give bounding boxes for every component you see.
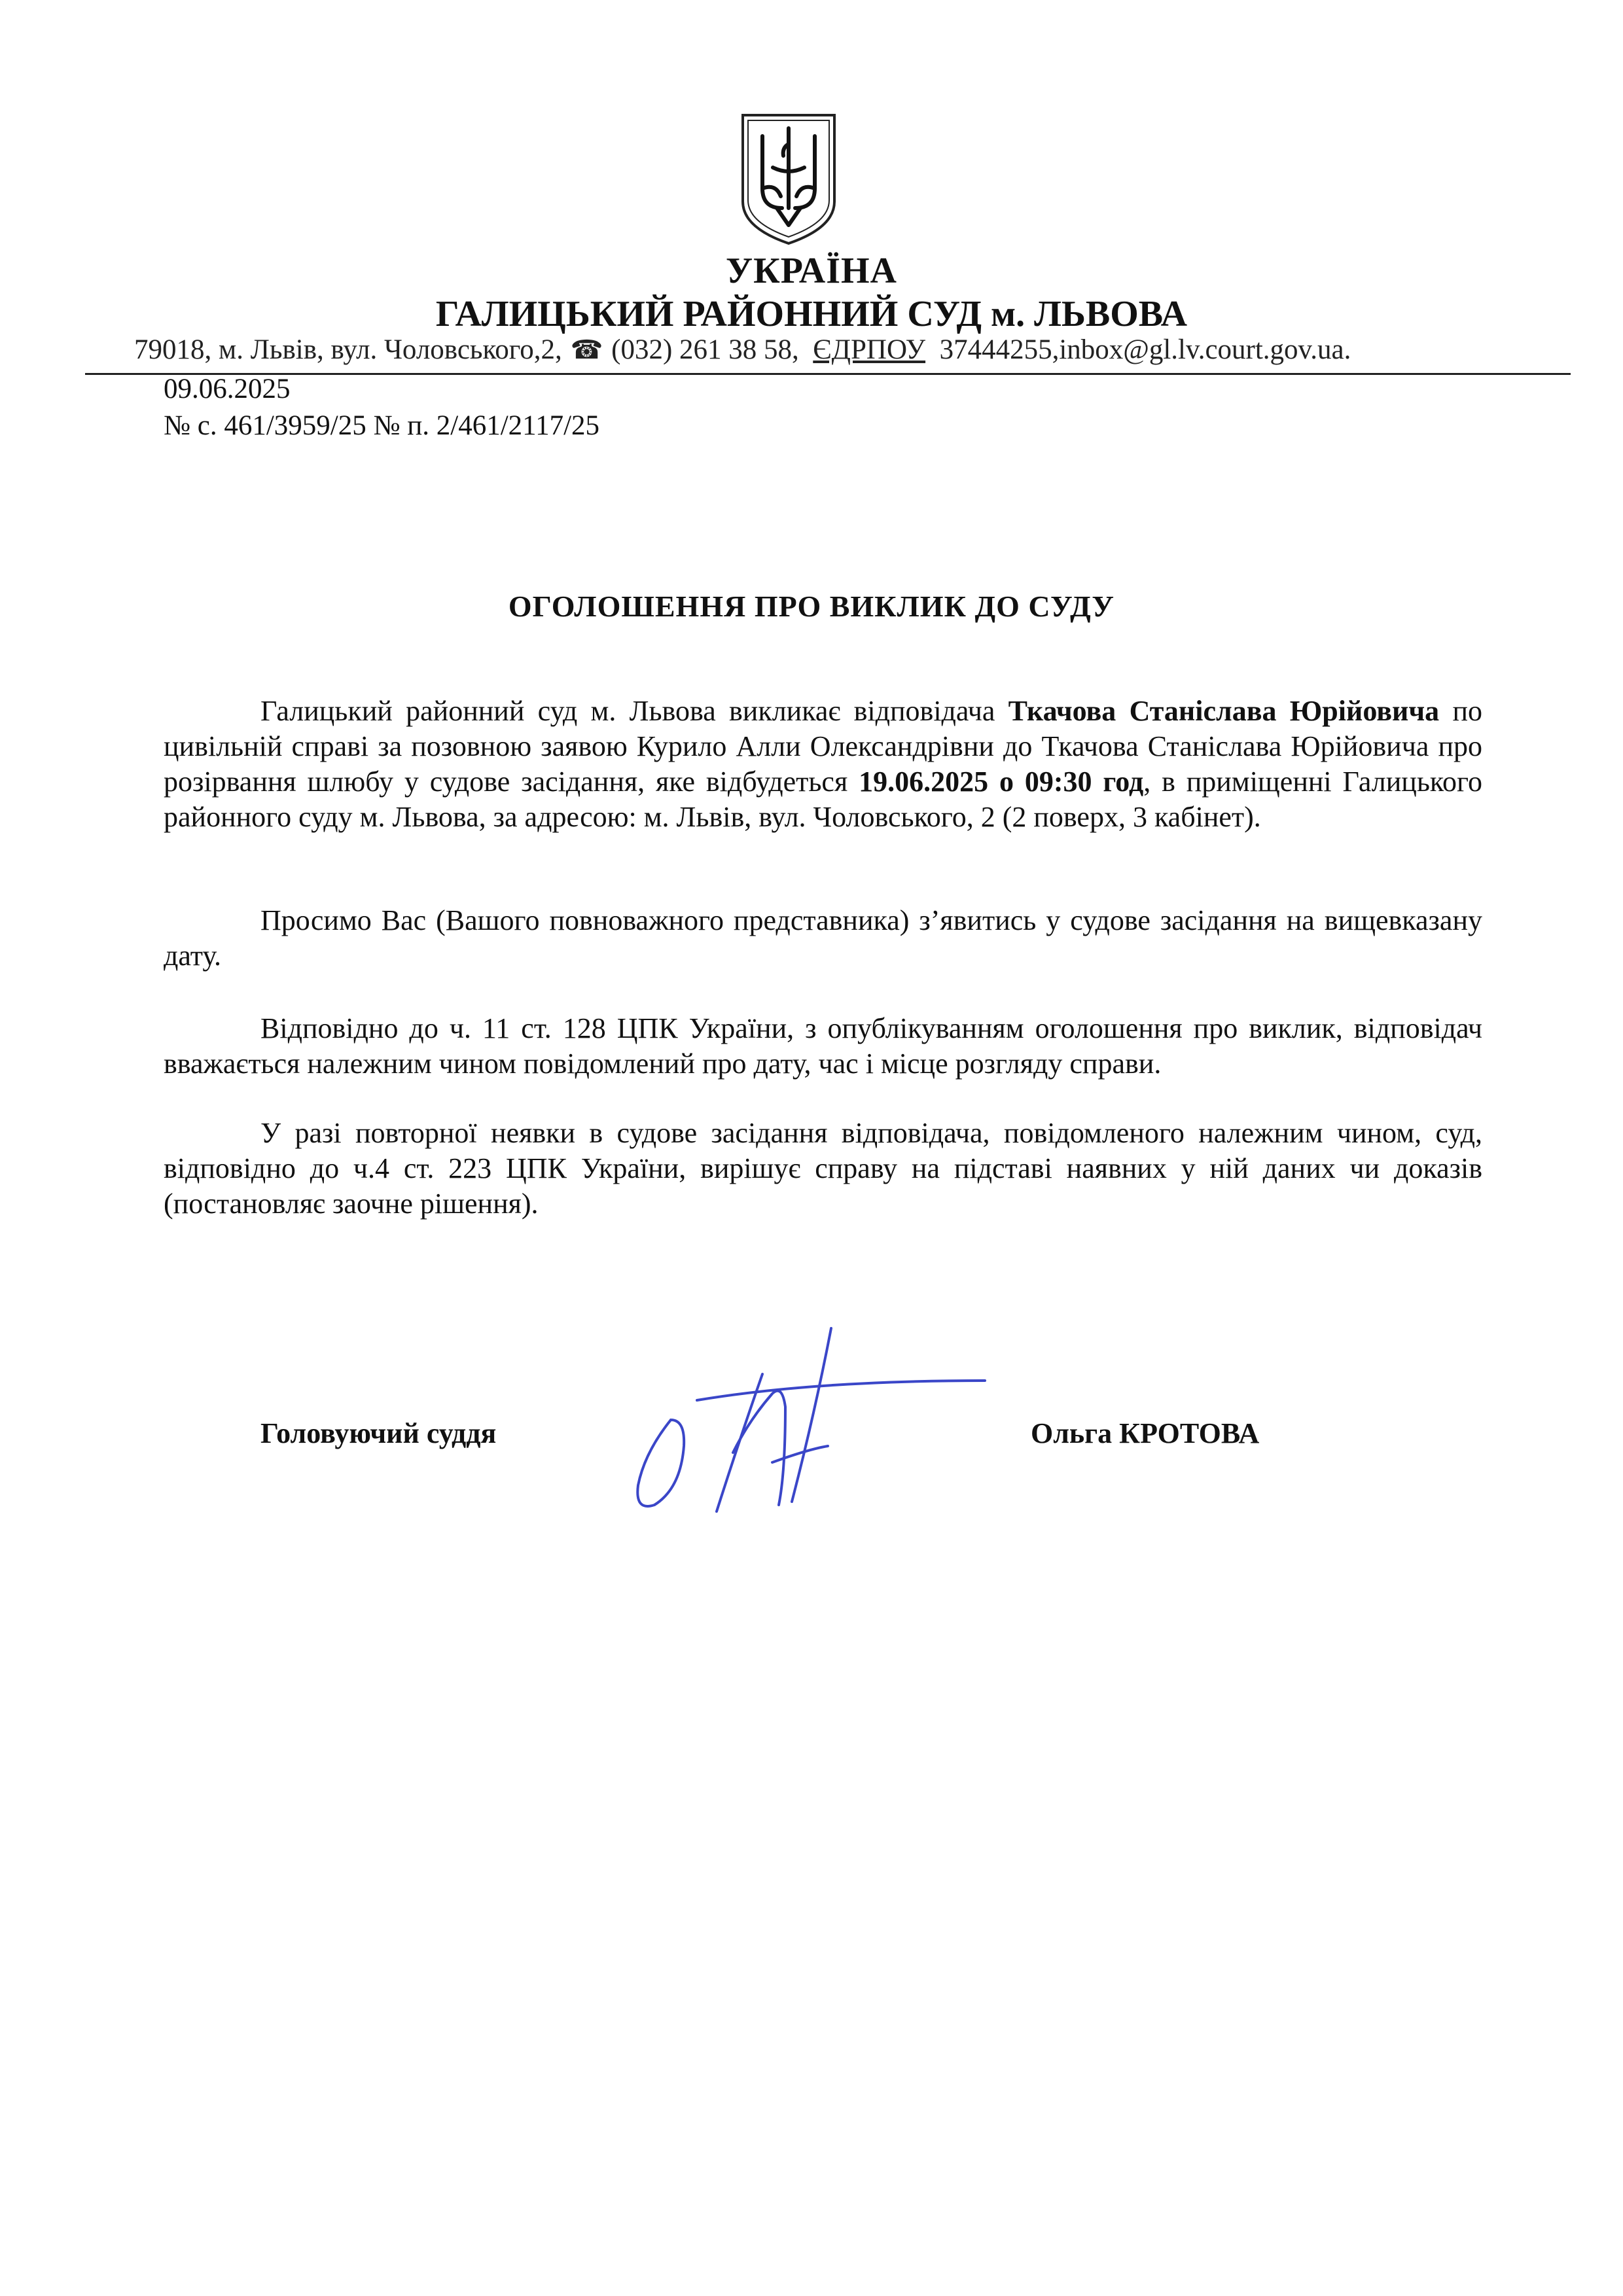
country-title: УКРАЇНА (726, 251, 897, 291)
paragraph-request: Просимо Вас (Вашого повноважного представника) з’явитись у судове засідання на вищевказану дату. (164, 904, 1482, 972)
signatory-name: Ольга КРОТОВА (1031, 1417, 1260, 1449)
paragraph-summons-part1: Галицький районний суд м. Львова викликає відповідача (260, 695, 1008, 727)
postal-address: 79018, м. Львів, вул. Чоловського,2, (134, 334, 562, 365)
header-divider (85, 373, 1571, 375)
paragraph-consequences: У разі повторної неявки в судове засідання відповідача, повідомленого належним чином, суд, відповідно до ч.4 ст. 223 ЦПК України, вирішує справу на підставі наявних у ній даних чи доказів (постановляє заочне рішення). (164, 1117, 1482, 1220)
defendant-name: Ткачова Станіслава Юрійовича (1008, 695, 1440, 727)
paragraph-summons-part2: по цивільній справі за позовною заявою Курило Алли Олександрівни до Ткачова Станіслава Юрійовича про розірвання шлюбу у судове засідання, яке відбудеться (164, 695, 1482, 798)
paragraph-summons-part3: , в приміщенні Галицького районного суду м. Львова, за адресою: м. Львів, вул. Чоловського, 2 (2 поверх, 3 кабінет). (164, 766, 1482, 833)
phone-number: (032) 261 38 58 (611, 334, 793, 365)
court-address-line: 79018, м. Львів, вул. Чоловського,2, ☎ (032) 261 38 58, ЄДРПОУ 37444255,inbox@gl.lv.court.gov.ua. (134, 334, 1351, 365)
edrpou-label: ЄДРПОУ (813, 334, 926, 365)
telephone-icon: ☎ (570, 335, 603, 364)
document-date: 09.06.2025 (164, 374, 291, 404)
paragraph-legal-basis: Відповідно до ч. 11 ст. 128 ЦПК України, з опублікуванням оголошення про виклик, відповідач вважається належним чином повідомлений про дату, час і місце розгляду справи. (164, 1012, 1482, 1080)
court-name: ГАЛИЦЬКИЙ РАЙОННИЙ СУД м. ЛЬВОВА (435, 294, 1188, 334)
handwritten-signature (618, 1322, 991, 1518)
edrpou-and-email: 37444255,inbox@gl.lv.court.gov.ua. (939, 334, 1351, 365)
signatory-role: Головуючий суддя (260, 1417, 497, 1449)
notice-title: ОГОЛОШЕННЯ ПРО ВИКЛИК ДО СУДУ (508, 590, 1115, 623)
trident-coat-of-arms-icon (736, 110, 841, 247)
hearing-datetime: 19.06.2025 о 09:30 год (859, 766, 1144, 798)
paragraph-summons (164, 694, 1482, 835)
case-numbers: № с. 461/3959/25 № п. 2/461/2117/25 (164, 410, 600, 441)
